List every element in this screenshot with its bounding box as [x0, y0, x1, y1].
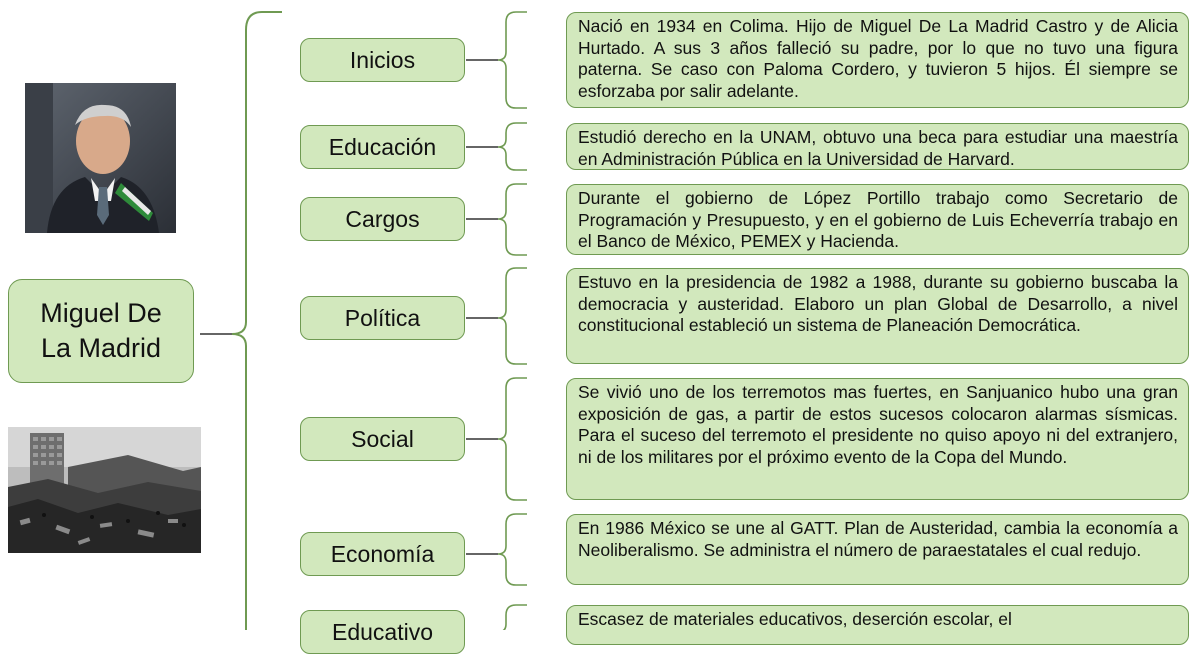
description-text: Estuvo en la presidencia de 1982 a 1988, durante su gobierno buscaba la democracia y austeridad. Elaboro un plan Global de Desarrollo, a nivel constitucional estableció un sistema de Planeación Democrática.	[578, 272, 1178, 336]
main-title: Miguel De La Madrid	[40, 298, 162, 363]
earthquake-photo	[8, 427, 201, 553]
sub-bracket-1	[498, 123, 527, 170]
description-text: Estudió derecho en la UNAM, obtuvo una beca para estudiar una maestría en Administración Pública en la Universidad de Harvard.	[578, 127, 1178, 169]
category-label: Economía	[330, 540, 435, 567]
portrait-photo	[25, 83, 176, 233]
description-box-1	[566, 123, 1189, 170]
description-text: Se vivió uno de los terremotos mas fuertes, en Sanjuanico hubo una gran exposición de gas, a partir de estos sucesos colocaron alarmas sísmicas. Para el suceso del terremoto el presidente no quiso apoyo ni del extranjero, ni de los militares por el próximo evento de la Copa del Mundo.	[578, 382, 1178, 467]
description-box-3	[566, 268, 1189, 364]
description-box-0	[566, 12, 1189, 108]
category-label: Inicios	[349, 46, 416, 73]
category-box-0	[300, 38, 465, 82]
category-box-5	[300, 532, 465, 576]
sub-bracket-4	[498, 378, 527, 500]
sub-bracket-3	[498, 268, 527, 364]
category-box-6	[300, 610, 465, 654]
category-label: Educación	[328, 133, 437, 160]
description-text: Durante el gobierno de López Portillo trabajo como Secretario de Programación y Presupuesto, y en el gobierno de Luis Echeverría trabajo en el Banco de México, PEMEX y Hacienda.	[578, 188, 1178, 252]
category-box-3	[300, 296, 465, 340]
main-title-box	[8, 279, 194, 383]
main-bracket	[232, 12, 282, 630]
sub-bracket-6	[498, 605, 527, 630]
description-text: Nació en 1934 en Colima. Hijo de Miguel De La Madrid Castro y de Alicia Hurtado. A sus 3 años falleció su padre, por lo que no tuvo una figura paterna. Se caso con Paloma Cordero, y tuvieron 5 hijos. Él siempre se esforzaba por salir adelante.	[578, 16, 1178, 101]
sub-bracket-2	[498, 184, 527, 255]
sub-bracket-0	[498, 12, 527, 108]
description-box-2	[566, 184, 1189, 255]
description-box-4	[566, 378, 1189, 500]
category-label: Social	[351, 425, 414, 452]
category-box-4	[300, 417, 465, 461]
description-text: Escasez de materiales educativos, deserción escolar, el	[578, 609, 1012, 629]
description-text: En 1986 México se une al GATT. Plan de Austeridad, cambia la economía a Neoliberalismo. Se administra el número de paraestatales el cual redujo.	[578, 518, 1178, 560]
description-box-5	[566, 514, 1189, 585]
category-label: Cargos	[345, 205, 420, 232]
category-label: Educativo	[331, 618, 433, 645]
category-label: Política	[344, 304, 421, 331]
category-box-2	[300, 197, 465, 241]
description-box-6	[566, 605, 1189, 645]
sub-bracket-5	[498, 514, 527, 585]
category-box-1	[300, 125, 465, 169]
